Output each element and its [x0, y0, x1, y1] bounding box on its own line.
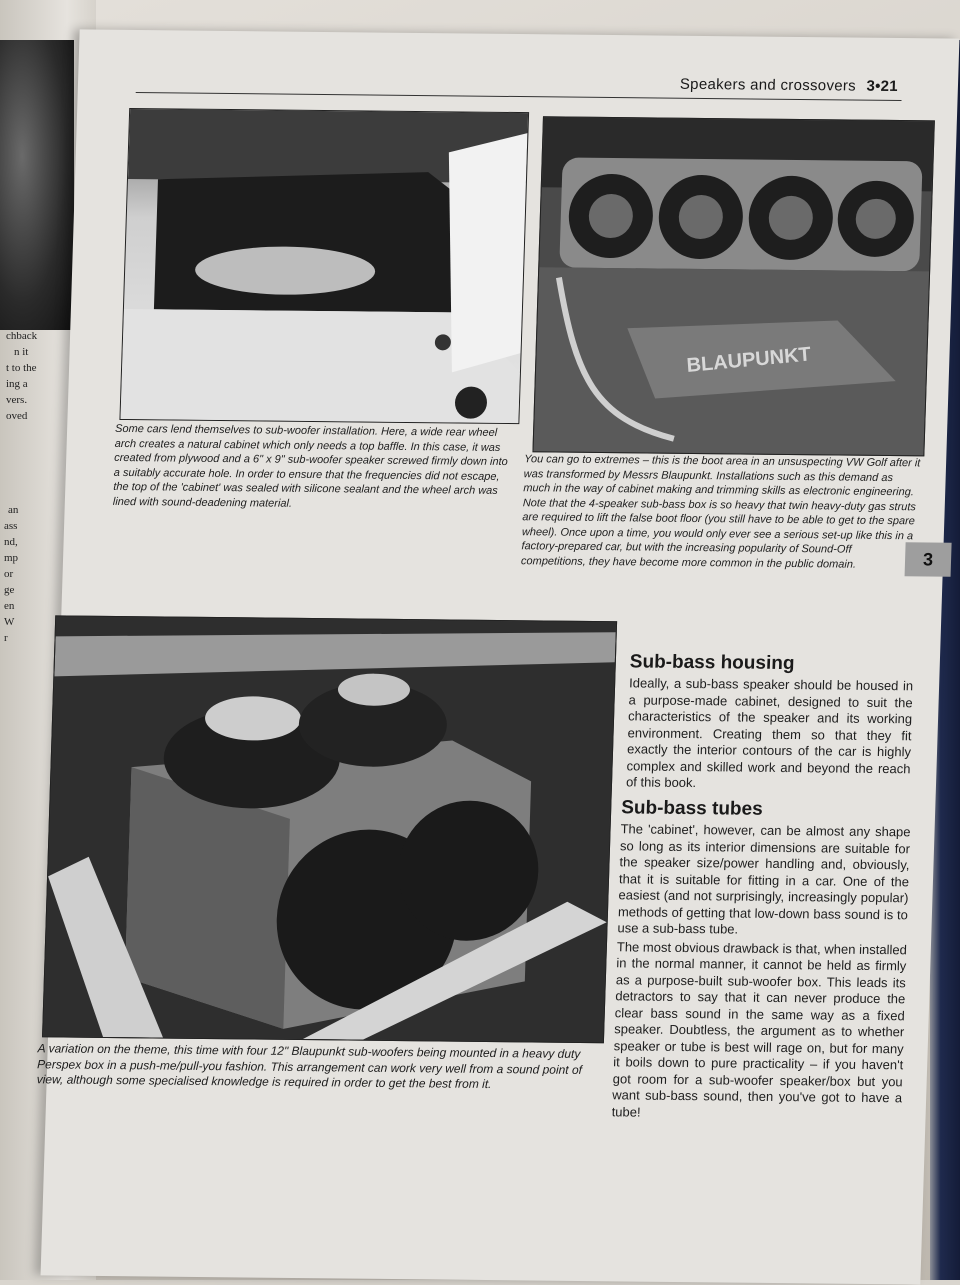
- previous-page-fragment: oved: [6, 410, 28, 422]
- blaupunkt-logo-text: BLAUPUNKT: [685, 343, 812, 378]
- book-page: [36, 29, 960, 1284]
- page-number: 3•21: [866, 77, 899, 96]
- section-body-sub-bass-tubes: [611, 821, 910, 1125]
- previous-page-fragment: vers.: [6, 394, 28, 406]
- previous-page-fragment: ge: [4, 584, 15, 596]
- previous-page-fragment: mp: [4, 552, 19, 564]
- previous-page-fragment: or: [4, 568, 14, 580]
- previous-page-fragment: ing a: [6, 378, 28, 390]
- running-head-title: Speakers and crossovers: [679, 75, 857, 95]
- section-heading-sub-bass-housing: Sub-bass housing: [629, 651, 795, 675]
- photo-perspex-subwoofer-box: [42, 615, 617, 1043]
- previous-page-fragment: nd,: [4, 536, 18, 548]
- paragraph: Ideally, a sub-bass speaker should be housed in a purpose-made cabinet, designed to suit the characteristics of the speaker and its working environment. Creating them so that they fit exactly the interior contours of the car is highly complex and skilled work and beyond the reach of this book.: [625, 675, 914, 791]
- photo-blaupunkt-boot: [532, 116, 934, 456]
- previous-page-fragment: t to the: [6, 362, 37, 374]
- previous-page-fragment: en: [4, 600, 15, 612]
- previous-page-fragment: an: [8, 504, 19, 516]
- previous-page-photo: [0, 40, 74, 330]
- caption-top-right: You can go to extremes – this is the boot area in an unsuspecting VW Golf after it was transformed by Messrs Blaupunkt. Installations such as this demand as much in the way of cabinet making and trimming skills as electronic engineering. Note that the 4-speaker sub-bass box is so heavy that twin heavy-duty gas struts are required to lift the false boot floor (you still have to be able to get to the spare wheel). Once upon a time, you would only ever see a serious set-up like this in a factory-prepared car, but with the increasing popularity of Sound-Off competitions, they have become more common in the public domain.: [520, 453, 921, 571]
- previous-page-fragment: r: [4, 632, 8, 644]
- photo-wheel-arch-illustration: [120, 109, 528, 423]
- running-head: [680, 76, 899, 95]
- previous-page-fragment: n it: [14, 346, 29, 358]
- previous-page-fragment: ass: [4, 520, 18, 532]
- photo-wheel-arch-subwoofer: [119, 108, 529, 424]
- previous-page-fragment: W: [4, 616, 15, 628]
- caption-bottom-left: A variation on the theme, this time with four 12" Blaupunkt sub-woofers being mounted in a heavy duty Perspex box in a push-me/pull-you fashion. This arrangement can work very well from a sound point of view, although some specialised knowledge is required in order to get the best from it.: [36, 1041, 583, 1092]
- chapter-tab: 3: [905, 542, 952, 576]
- section-heading-sub-bass-tubes: Sub-bass tubes: [620, 797, 764, 820]
- paragraph: The most obvious drawback is that, when installed in the normal manner, it cannot be held as firmly as a purpose-built sub-woofer box. This leads its detractors to say that it can never produce the clear bass sound in the same way as a fixed speaker. Doubtless, the argument as to whether speaker or tube is best will rage on, but for many it boils down to pure practicality – if you haven't got room for a sub-woofer speaker/box but you want sub-bass sound, then you've got to have a tube!: [611, 938, 908, 1120]
- section-body-sub-bass-housing: [626, 675, 914, 795]
- photo-perspex-illustration: [43, 616, 616, 1042]
- previous-page-fragment: chback: [6, 330, 38, 342]
- caption-top-left: Some cars lend themselves to sub-woofer installation. Here, a wide rear wheel arch creates a natural cabinet which only needs a top baffle. In this case, it was created from plywood and a 6" x 9" sub-woofer speaker screwed firmly down into a suitably accurate hole. In order to ensure that the frequencies did not escape, the top of the 'cabinet' was sealed with silicone sealant and the wheel arch was lined with sound-deadening material.: [112, 422, 508, 510]
- photo-blaupunkt-illustration: [533, 117, 933, 455]
- paragraph: The 'cabinet', however, can be almost any shape so long as its interior dimensions are suitable for the speaker size/power handling and, obviously, that it is suitable for fitting in a car. One of the easiest (and not surprisingly, increasingly popular) methods of getting that low-down bass sound is to use a sub-bass tube.: [617, 821, 911, 937]
